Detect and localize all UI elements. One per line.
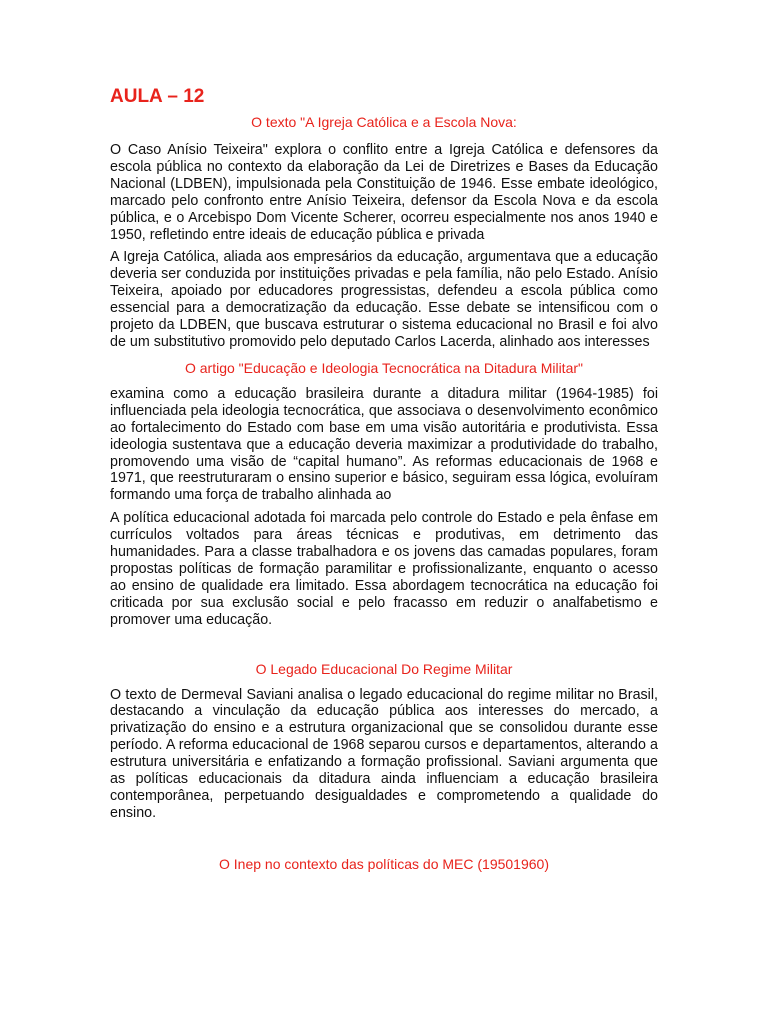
lesson-title: AULA – 12 <box>110 86 205 107</box>
paragraph-ditadura-militar: examina como a educação brasileira durante a ditadura militar (1964-1985) foi influenciada pela ideologia tecnocrática, que associava o desenvolvimento econômico ao fortalecimento do Estado com base em uma visão autoritária e produtivista. Essa ideologia sustentava que a educação deveria maximizar a produtividade do trabalho, promovendo uma visão de “capital humano”. As reformas educacionais de 1968 e 1971, que reestruturaram o ensino superior e básico, seguiram essa lógica, evoluíram formando uma força de trabalho alinhada ao <box>110 385 658 504</box>
section-heading-ideologia-tecnocratica: O artigo "Educação e Ideologia Tecnocrática na Ditadura Militar" <box>184 359 583 376</box>
section-heading-inep: O Inep no contexto das políticas do MEC (19501960) <box>219 855 549 872</box>
paragraph-caso-anisio-teixeira: O Caso Anísio Teixeira" explora o conflito entre a Igreja Católica e defensores da escola pública no contexto da elaboração da Lei de Diretrizes e Bases da Educação Nacional (LDBEN), impulsionada pela Constituição de 1946. Esse embate ideológico, marcado pelo confronto entre Anísio Teixeira, defensor da Escola Nova e da escola pública, e o Arcebispo Dom Vicente Scherer, ocorreu especialmente nos anos 1940 e 1950, refletindo entre ideais de educação pública e privada <box>110 142 658 243</box>
document-page <box>110 86 658 873</box>
paragraph-igreja-catolica: A Igreja Católica, aliada aos empresários da educação, argumentava que a educação deveria ser conduzida por instituições privadas e pela família, não pelo Estado. Anísio Teixeira, apoiado por educadores progressistas, defendeu a escola pública como essencial para a democratização da educação. Esse debate se intensificou com o projeto da LDBEN, que buscava estruturar o sistema educacional no Brasil e foi alvo de um substitutivo promovido pelo deputado Carlos Lacerda, alinhado aos interesses <box>110 249 658 350</box>
paragraph-saviani: O texto de Dermeval Saviani analisa o legado educacional do regime militar no Brasil, destacando a vinculação da educação pública aos interesses do mercado, a privatização do ensino e a estrutura organizacional que se consolidou durante esse período. A reforma educacional de 1968 separou cursos e departamentos, alterando a estrutura universitária e enfatizando a formação profissional. Saviani argumenta que as políticas educacionais da ditadura ainda influenciam a educação brasileira contemporânea, perpetuando desigualdades e comprometendo a qualidade do ensino. <box>110 686 658 821</box>
section-heading-igreja-escola-nova: O texto "A Igreja Católica e a Escola Nova: <box>251 114 517 130</box>
paragraph-politica-educacional: A política educacional adotada foi marcada pelo controle do Estado e pela ênfase em currículos voltados para áreas técnicas e produtivas, em detrimento das humanidades. Para a classe trabalhadora e os jovens das camadas populares, foram propostas políticas de formação paramilitar e profissionalizante, enquanto o acesso ao ensino de qualidade era limitado. Essa abordagem tecnocrática na educação foi criticada por sua exclusão social e pelo fracasso em reduzir o analfabetismo e promover uma educação. <box>110 510 658 628</box>
section-heading-legado-educacional: O Legado Educacional Do Regime Militar <box>255 660 513 677</box>
